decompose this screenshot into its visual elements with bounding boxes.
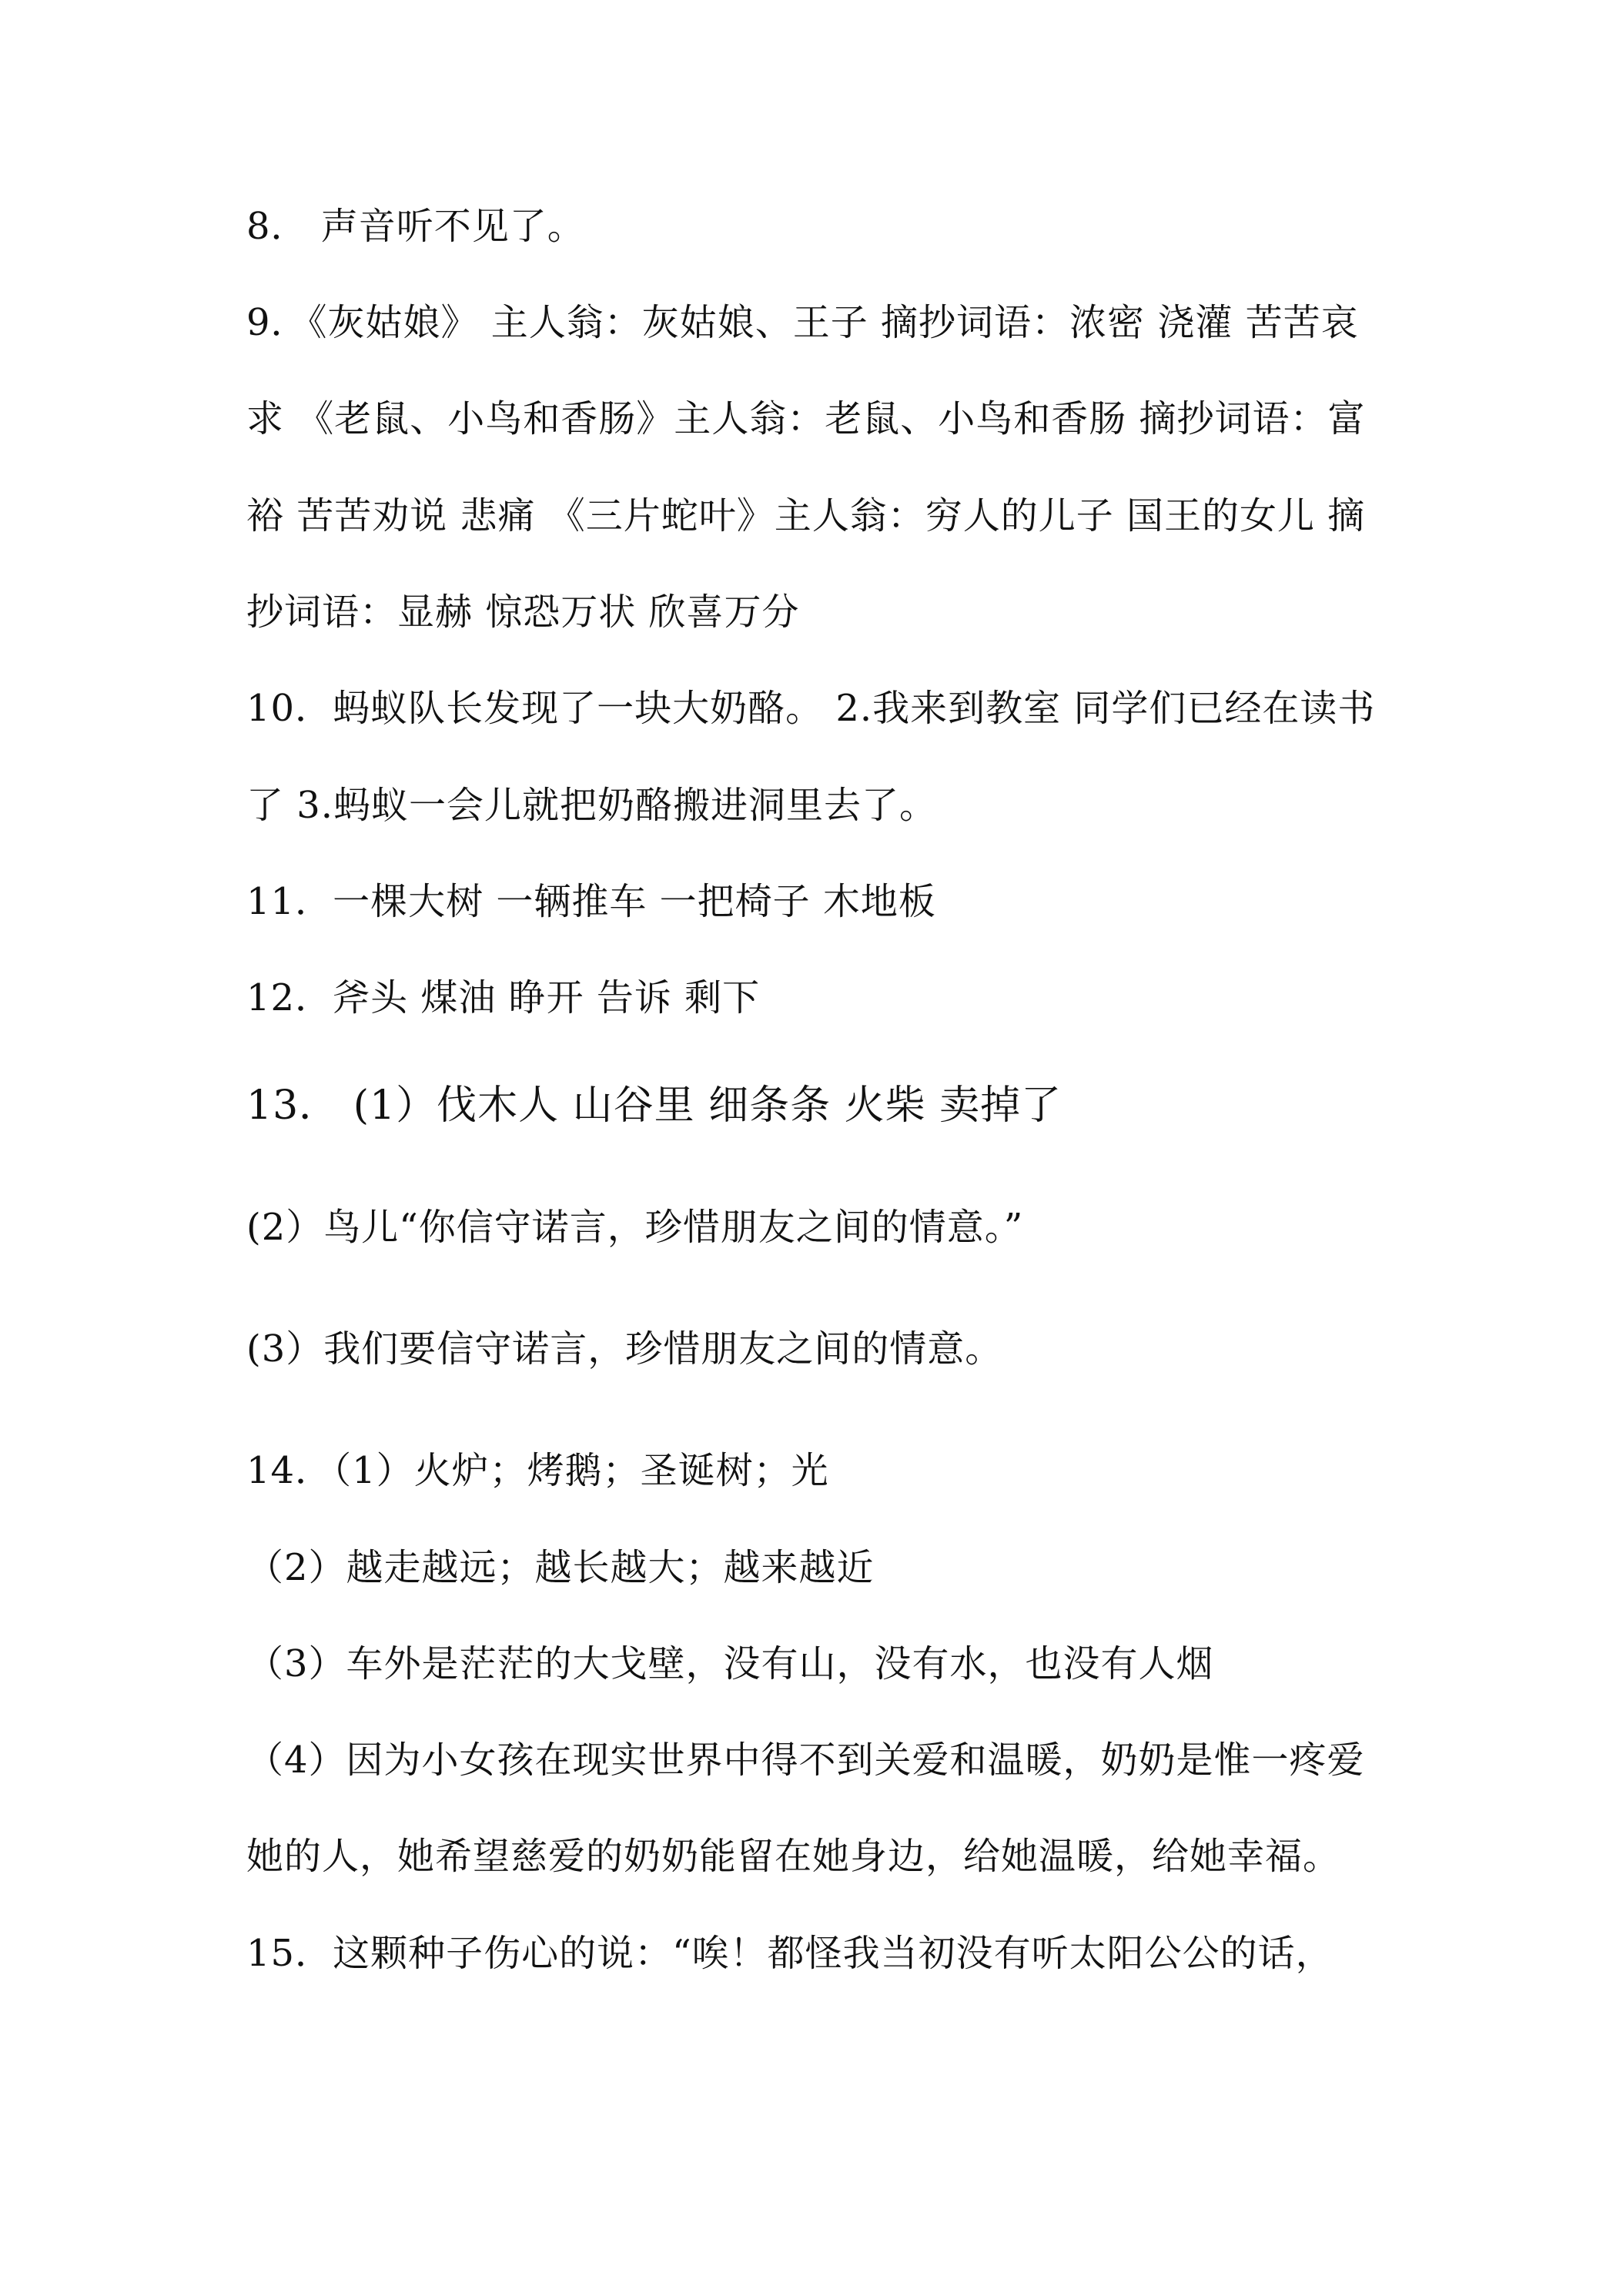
answer-9-line-2: 求 《老鼠、小鸟和香肠》主人翁：老鼠、小鸟和香肠 摘抄词语：富 [246,397,1366,440]
answer-9-line-1: 9．《灰姑娘》 主人翁：灰姑娘、王子 摘抄词语：浓密 浇灌 苦苦哀 [246,301,1359,344]
answer-15-line: 15．这颗种子伤心的说：“唉！都怪我当初没有听太阳公公的话， [246,1932,1334,1975]
answer-9-line-3: 裕 苦苦劝说 悲痛 《三片蛇叶》主人翁：穷人的儿子 国王的女儿 摘 [246,494,1366,537]
answer-9-line-4: 抄词语：显赫 惊恐万状 欣喜万分 [246,591,800,634]
answer-10-line-1: 10．蚂蚁队长发现了一块大奶酪。 2.我来到教室 同学们已经在读书 [246,687,1376,730]
answer-14-line-4: （4）因为小女孩在现实世界中得不到关爱和温暖，奶奶是惟一疼爱 [246,1739,1365,1782]
answer-14-line-2: （2）越走越远；越长越大；越来越近 [246,1546,875,1589]
answer-13-line-2: (2）鸟儿“你信守诺言，珍惜朋友之间的情意。” [246,1206,1024,1249]
answer-10-line-2: 了 3.蚂蚁一会儿就把奶酪搬进洞里去了。 [246,784,938,827]
answer-13-line-1: 13． (1）伐木人 山谷里 细条条 火柴 卖掉了 [246,1083,1062,1129]
answer-8-line: 8． 声音听不见了。 [246,205,585,248]
answer-14-line-3: （3）车外是茫茫的大戈壁，没有山，没有水，也没有人烟 [246,1642,1214,1685]
answer-11-line: 11．一棵大树 一辆推车 一把椅子 木地板 [246,880,936,923]
answer-14-line-1: 14．（1）火炉；烤鹅；圣诞树；光 [246,1449,829,1492]
answer-12-line: 12．斧头 煤油 睁开 告诉 剩下 [246,976,761,1019]
answer-14-line-5: 她的人，她希望慈爱的奶奶能留在她身边，给她温暖，给她幸福。 [246,1835,1341,1878]
answer-13-line-3: (3）我们要信守诺言，珍惜朋友之间的情意。 [246,1327,1003,1371]
